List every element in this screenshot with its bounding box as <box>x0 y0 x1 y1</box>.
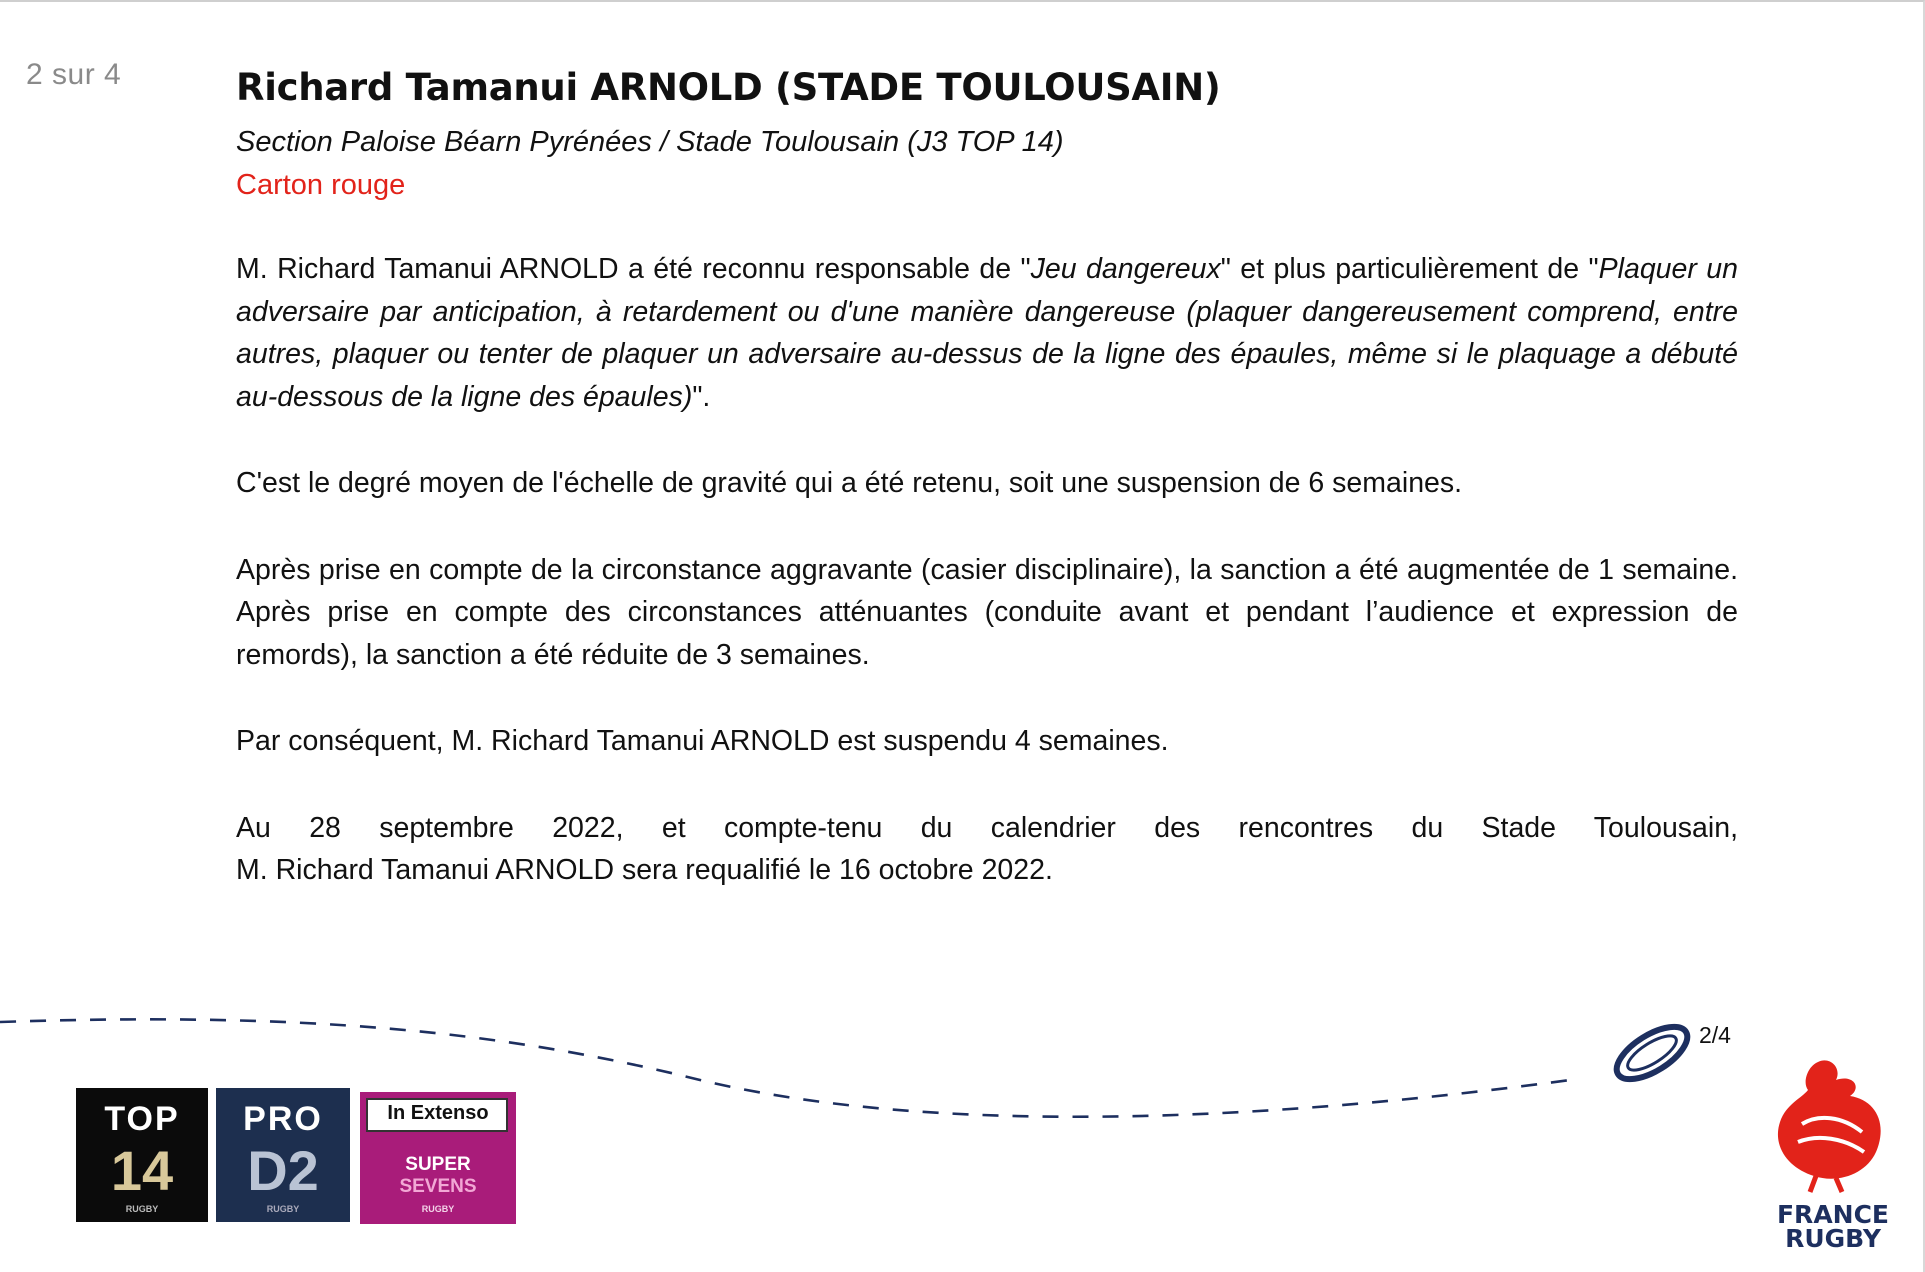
requalification-line-2: M. Richard Tamanui ARNOLD sera requalifié le 16 octobre 2022. <box>236 854 1053 886</box>
top14-logo-sub: RUGBY <box>125 1204 159 1214</box>
prod2-logo-text: PRO <box>243 1100 323 1138</box>
offence-intro: M. Richard Tamanui ARNOLD a été reconnu responsable de " <box>236 253 1031 285</box>
paragraph-offence <box>236 248 1738 418</box>
paragraph-verdict: Par conséquent, M. Richard Tamanui ARNOLD est suspendu 4 semaines. <box>236 725 1169 757</box>
france-rugby-logo <box>1758 1054 1908 1254</box>
document-body <box>236 62 1738 892</box>
requalification-line-1: Au 28 septembre 2022, et compte-tenu du calendrier des rencontres du Stade Toulousain, <box>236 811 1738 844</box>
sanction-type: Carton rouge <box>236 169 406 201</box>
paragraph-severity: C'est le degré moyen de l'échelle de gravité qui a été retenu, soit une suspension de 6 semaines. <box>236 467 1463 499</box>
sevens-sponsor-text: In Extenso <box>387 1102 489 1124</box>
offence-end: ". <box>692 380 711 413</box>
super-sevens-logo <box>360 1092 516 1224</box>
rooster-icon <box>1758 1054 1908 1194</box>
offence-detail: Plaquer un adversaire par anticipation, à retardement ou d'une manière dangereuse (plaquer dangereusement comprend, entre autres, plaquer ou tenter de plaquer un adversaire au-dessus de la ligne des épaules, même si le plaquage a débuté au-dessous de la ligne des épaules) <box>236 253 1739 413</box>
offence-mid: " et plus particulièrement de " <box>1220 253 1599 285</box>
top14-logo-number: 14 <box>110 1139 174 1202</box>
page-title: Richard Tamanui ARNOLD (STADE TOULOUSAIN) <box>236 66 1221 109</box>
prod2-logo-number: D2 <box>247 1139 319 1202</box>
france-rugby-text-1: FRANCE <box>1776 1200 1890 1229</box>
match-subtitle: Section Paloise Béarn Pyrénées / Stade Toulousain (J3 TOP 14) <box>236 126 1064 158</box>
sevens-logo-sub: RUGBY <box>421 1204 455 1214</box>
page-counter: 2 sur 4 <box>26 58 122 91</box>
france-rugby-text-2: RUGBY <box>1785 1224 1881 1253</box>
rugby-ball-icon <box>1612 1018 1692 1088</box>
page-number: 2/4 <box>1699 1022 1731 1048</box>
sevens-title-2: SEVENS <box>399 1176 477 1197</box>
top14-logo <box>76 1088 208 1222</box>
paragraph-circumstances: Après prise en compte de la circonstance aggravante (casier disciplinaire), la sanction a été augmentée de 1 semaine. Après prise en compte des circonstances atténuantes (conduite avant et pendant l’audience et expression de remords), la sanction a été réduite de 3 semaines. <box>236 553 1738 671</box>
sevens-title-1: SUPER <box>405 1154 471 1175</box>
offence-name: Jeu dangereux <box>1030 253 1221 285</box>
paragraph-requalification <box>236 807 1738 892</box>
prod2-logo <box>216 1088 350 1222</box>
prod2-logo-sub: RUGBY <box>266 1204 300 1214</box>
top14-logo-text: TOP <box>104 1100 180 1138</box>
